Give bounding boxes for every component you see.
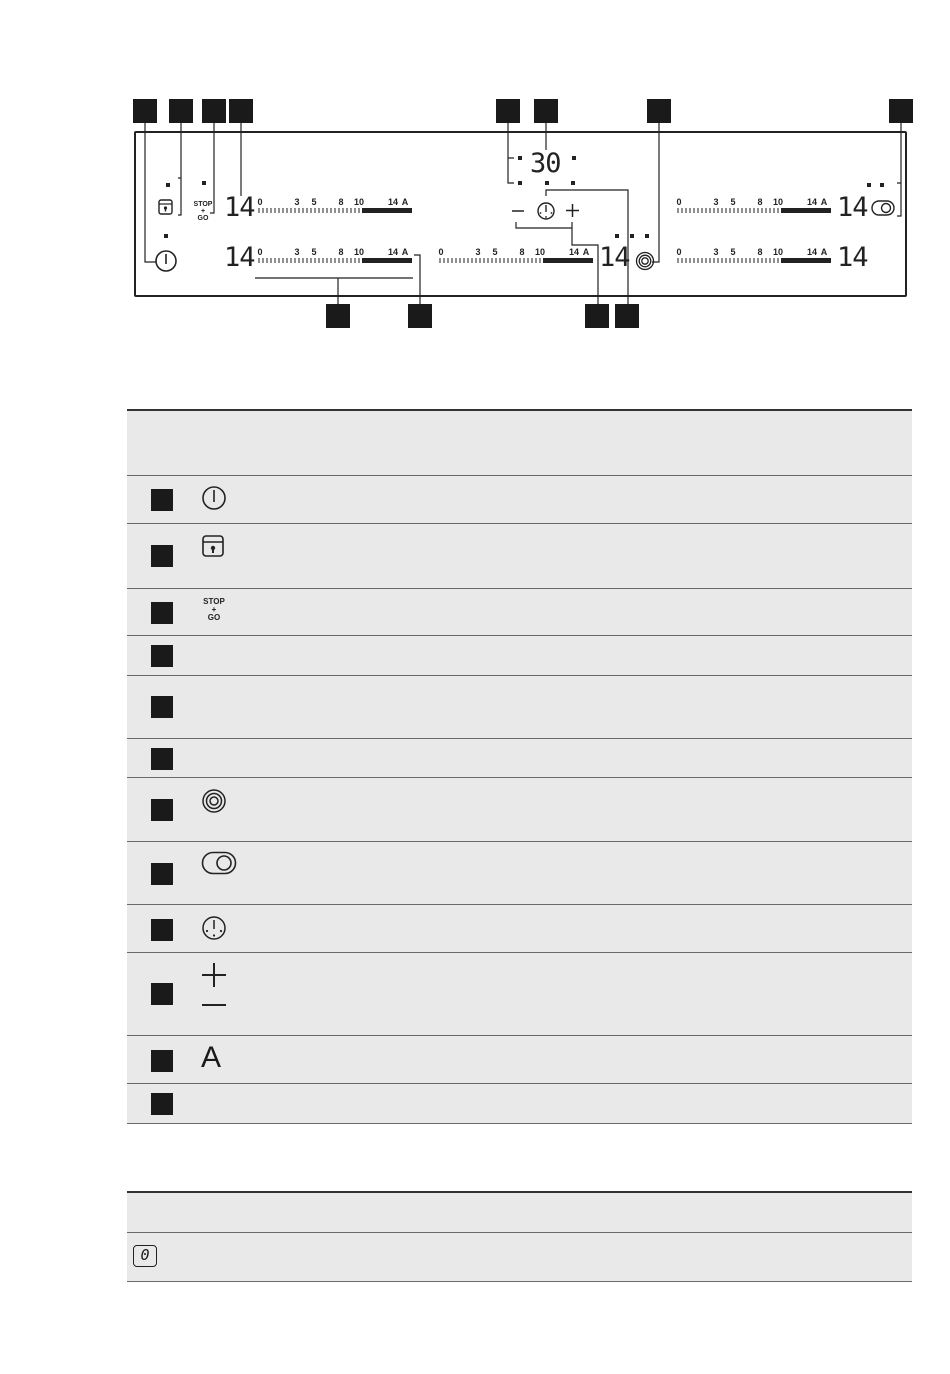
scale-label: 10: [772, 197, 784, 207]
hob-to-hood-icon: [201, 851, 237, 875]
table-header-row: [127, 1191, 912, 1232]
minus-icon: [201, 1000, 227, 1010]
row-marker: [151, 983, 173, 1005]
control-bar-bottom-left[interactable]: [256, 245, 416, 269]
scale-label: 8: [519, 247, 525, 257]
plus-label: +: [200, 208, 206, 215]
scale-label: 14: [387, 247, 399, 257]
scale-label: 0: [676, 247, 682, 257]
row-marker: [151, 602, 173, 624]
timer-colon-left: [518, 156, 522, 160]
row-marker: [151, 748, 173, 770]
scale-label: 10: [772, 247, 784, 257]
bridge-zone-icon[interactable]: [635, 251, 655, 271]
scale-label: 0: [257, 197, 263, 207]
control-bar-bottom-center[interactable]: [437, 245, 597, 269]
timer-indicator-1: [518, 181, 522, 185]
scale-label: 5: [730, 247, 736, 257]
table-row: [127, 738, 912, 777]
scale-label: 8: [757, 197, 763, 207]
lock-icon[interactable]: [158, 199, 173, 215]
table-row: [127, 1083, 912, 1123]
bridge-indicator-1: [615, 234, 619, 238]
table-row: [127, 952, 912, 1035]
scale-label: 14: [568, 247, 580, 257]
lock-indicator-led: [166, 183, 170, 187]
row-marker: [151, 545, 173, 567]
row-marker: [151, 696, 173, 718]
scale-label: 10: [353, 247, 365, 257]
control-bar-top-right[interactable]: [675, 195, 835, 219]
scale-label: A: [401, 247, 409, 257]
table-row: [127, 1232, 912, 1281]
stop-go-icon: [201, 598, 227, 622]
table-row: [127, 475, 912, 523]
stop-go-indicator-led: [202, 181, 206, 185]
leader-lines: [0, 0, 950, 340]
control-bar-top-left[interactable]: [256, 195, 416, 219]
scale-label: A: [820, 247, 828, 257]
scale-label: A: [820, 197, 828, 207]
table-row: [127, 675, 912, 738]
scale-label: 5: [311, 247, 317, 257]
table-row: [127, 588, 912, 635]
stop-label: STOP: [193, 201, 213, 208]
scale-bar-high: [543, 258, 593, 263]
go-label: GO: [207, 613, 221, 622]
scale-label: 3: [713, 197, 719, 207]
table-header-row: [127, 409, 912, 475]
scale-bar-high: [781, 258, 831, 263]
scale-label: 5: [311, 197, 317, 207]
scale-label: 3: [294, 247, 300, 257]
scale-label: 5: [730, 197, 736, 207]
table-row: [127, 841, 912, 904]
timer-plus-icon[interactable]: [565, 203, 580, 218]
go-label: GO: [197, 215, 209, 222]
timer-colon-right: [572, 156, 576, 160]
table-bottom-rule: [127, 1123, 912, 1124]
display-zero-icon: 0: [133, 1245, 157, 1267]
lock-icon: [201, 534, 225, 558]
scale-label: 10: [534, 247, 546, 257]
display-table: [127, 1191, 912, 1283]
scale-label: 0: [676, 197, 682, 207]
scale-label: A: [401, 197, 409, 207]
row-marker: [151, 799, 173, 821]
plus-icon: [201, 962, 227, 988]
hood-indicator-1: [867, 183, 871, 187]
control-bar-bottom-right[interactable]: [675, 245, 835, 269]
timer-indicator-3: [571, 181, 575, 185]
timer-minus-icon[interactable]: [511, 204, 525, 218]
scale-label: 8: [338, 197, 344, 207]
scale-label: 3: [713, 247, 719, 257]
heat-display-center: 14: [599, 242, 630, 273]
row-marker: [151, 489, 173, 511]
scale-label: 14: [806, 197, 818, 207]
row-marker: [151, 1093, 173, 1115]
hood-indicator-2: [880, 183, 884, 187]
table-row: [127, 904, 912, 952]
letter-a-icon: A: [201, 1041, 222, 1074]
bridge-indicator-3: [645, 234, 649, 238]
scale-label: 8: [338, 247, 344, 257]
table-row: [127, 635, 912, 675]
on-off-icon[interactable]: [154, 249, 178, 273]
scale-label: 14: [806, 247, 818, 257]
stop-go-icon[interactable]: [192, 201, 214, 222]
scale-label: 0: [438, 247, 444, 257]
scale-label: 3: [475, 247, 481, 257]
row-marker: [151, 919, 173, 941]
timer-icon[interactable]: [536, 201, 556, 221]
scale-label: 14: [387, 197, 399, 207]
table-row: [127, 523, 912, 588]
heat-display-rear-right: 14: [837, 242, 868, 273]
scale-label: 10: [353, 197, 365, 207]
timer-icon: [201, 915, 227, 941]
scale-label: 5: [492, 247, 498, 257]
bridge-indicator-2: [630, 234, 634, 238]
stop-label: STOP: [203, 597, 225, 606]
on-off-icon: [201, 485, 227, 511]
row-marker: [151, 1050, 173, 1072]
heat-display-rear-left: 14: [224, 242, 255, 273]
plus-label: +: [211, 605, 217, 614]
table-bottom-rule: [127, 1281, 912, 1282]
scale-bar-high: [362, 258, 412, 263]
row-marker: [151, 645, 173, 667]
heat-display-front-right: 14: [837, 192, 868, 223]
scale-label: 8: [757, 247, 763, 257]
onoff-indicator-led: [164, 234, 168, 238]
bridge-zone-icon: [201, 788, 227, 814]
table-row: [127, 777, 912, 841]
timer-indicator-2: [545, 181, 549, 185]
scale-label: 3: [294, 197, 300, 207]
timer-display: 30: [530, 148, 561, 179]
row-marker: [151, 863, 173, 885]
table-row: [127, 1035, 912, 1083]
scale-label: A: [582, 247, 590, 257]
scale-bar-high: [362, 208, 412, 213]
symbol-table: [127, 409, 912, 1124]
scale-bar-high: [781, 208, 831, 213]
hob-to-hood-icon[interactable]: [871, 200, 895, 216]
heat-display-front-left: 14: [224, 192, 255, 223]
scale-label: 0: [257, 247, 263, 257]
